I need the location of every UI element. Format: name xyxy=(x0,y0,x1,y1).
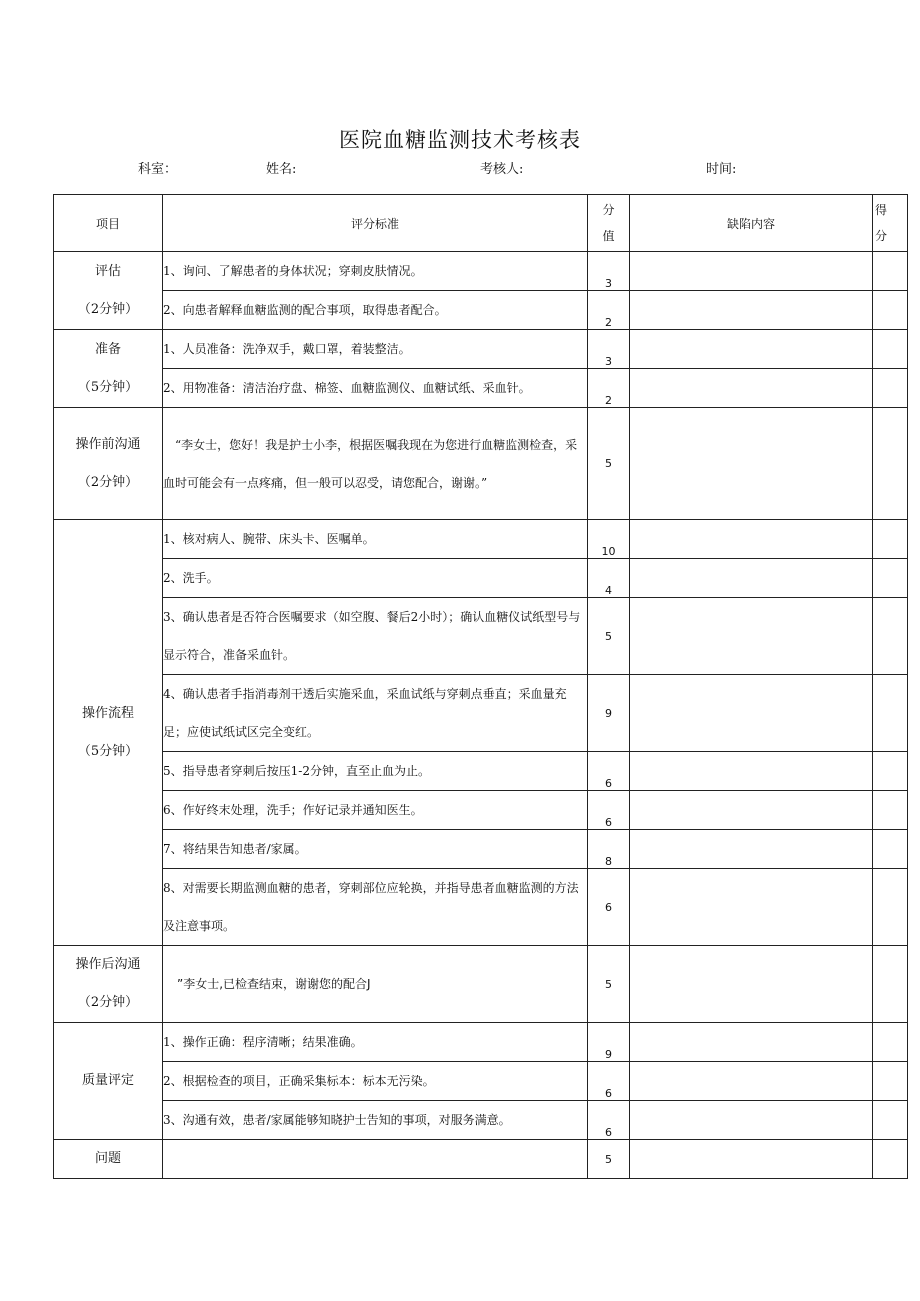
criteria-cell: 2、洗手。 xyxy=(163,559,588,598)
defect-cell[interactable] xyxy=(630,946,873,1023)
section-cell: 评估 （2分钟） xyxy=(54,252,163,330)
defect-cell[interactable] xyxy=(630,1062,873,1101)
defect-cell[interactable] xyxy=(630,291,873,330)
defect-cell[interactable] xyxy=(630,1023,873,1062)
defect-cell[interactable] xyxy=(630,598,873,675)
section-cell: 操作流程 （5分钟） xyxy=(54,520,163,946)
criteria-cell: 4、确认患者手指消毒剂干透后实施采血，采血试纸与穿刺点垂直；采血量充足；应使试纸试区完全变红。 xyxy=(163,675,588,752)
criteria-cell: 2、用物准备：清洁治疗盘、棉签、血糖监测仪、血糖试纸、采血针。 xyxy=(163,369,588,408)
got-score-cell[interactable] xyxy=(873,559,908,598)
criteria-cell: 2、根据检查的项目，正确采集标本：标本无污染。 xyxy=(163,1062,588,1101)
table-row xyxy=(54,675,908,752)
score-cell: 6 xyxy=(588,1101,630,1140)
defect-cell[interactable] xyxy=(630,1140,873,1179)
table-row xyxy=(54,1062,908,1101)
score-cell: 9 xyxy=(588,1023,630,1062)
criteria-cell: 2、向患者解释血糖监测的配合事项，取得患者配合。 xyxy=(163,291,588,330)
column-header-score: 分 值 xyxy=(588,195,630,252)
got-score-cell[interactable] xyxy=(873,1140,908,1179)
got-score-cell[interactable] xyxy=(873,869,908,946)
column-header-criteria: 评分标准 xyxy=(163,195,588,252)
examiner-label: 考核人: xyxy=(480,162,524,177)
department-label: 科室： xyxy=(138,162,178,177)
table-row xyxy=(54,752,908,791)
score-cell: 5 xyxy=(588,1140,630,1179)
table-row xyxy=(54,1101,908,1140)
score-cell: 2 xyxy=(588,369,630,408)
got-score-cell[interactable] xyxy=(873,291,908,330)
got-score-cell[interactable] xyxy=(873,946,908,1023)
criteria-cell[interactable] xyxy=(163,1140,588,1179)
criteria-cell: 6、作好终末处理，洗手；作好记录并通知医生。 xyxy=(163,791,588,830)
table-row xyxy=(54,252,908,291)
criteria-cell: 8、对需要长期监测血糖的患者，穿刺部位应轮换，并指导患者血糖监测的方法及注意事项。 xyxy=(163,869,588,946)
table-row xyxy=(54,598,908,675)
section-cell: 质量评定 xyxy=(54,1023,163,1140)
got-score-cell[interactable] xyxy=(873,791,908,830)
got-score-cell[interactable] xyxy=(873,408,908,520)
table-header-row xyxy=(54,195,908,252)
defect-cell[interactable] xyxy=(630,252,873,291)
defect-cell[interactable] xyxy=(630,1101,873,1140)
criteria-cell: 1、操作正确：程序清晰；结果准确。 xyxy=(163,1023,588,1062)
got-score-cell[interactable] xyxy=(873,752,908,791)
table-row xyxy=(54,330,908,369)
table-row xyxy=(54,946,908,1023)
criteria-cell: 1、人员准备：洗净双手，戴口罩，着装整洁。 xyxy=(163,330,588,369)
score-cell: 5 xyxy=(588,946,630,1023)
score-cell: 9 xyxy=(588,675,630,752)
name-label: 姓名: xyxy=(266,162,297,177)
column-header-item: 项目 xyxy=(54,195,163,252)
got-score-cell[interactable] xyxy=(873,1023,908,1062)
column-header-defect: 缺陷内容 xyxy=(630,195,873,252)
score-cell: 3 xyxy=(588,330,630,369)
defect-cell[interactable] xyxy=(630,559,873,598)
table-row xyxy=(54,559,908,598)
got-score-cell[interactable] xyxy=(873,1101,908,1140)
table-row xyxy=(54,1140,908,1179)
column-header-got: 得 分 xyxy=(873,195,908,252)
defect-cell[interactable] xyxy=(630,752,873,791)
score-cell: 6 xyxy=(588,1062,630,1101)
criteria-cell: 3、沟通有效，患者/家属能够知晓护士告知的事项，对服务满意。 xyxy=(163,1101,588,1140)
criteria-cell: 1、询问、了解患者的身体状况；穿刺皮肤情况。 xyxy=(163,252,588,291)
section-cell: 操作前沟通 （2分钟） xyxy=(54,408,163,520)
defect-cell[interactable] xyxy=(630,791,873,830)
got-score-cell[interactable] xyxy=(873,252,908,291)
defect-cell[interactable] xyxy=(630,830,873,869)
defect-cell[interactable] xyxy=(630,520,873,559)
defect-cell[interactable] xyxy=(630,330,873,369)
score-cell: 8 xyxy=(588,830,630,869)
score-cell: 10 xyxy=(588,520,630,559)
table-row xyxy=(54,869,908,946)
criteria-cell: 5、指导患者穿刺后按压1-2分钟，直至止血为止。 xyxy=(163,752,588,791)
score-cell: 2 xyxy=(588,291,630,330)
table-row xyxy=(54,291,908,330)
defect-cell[interactable] xyxy=(630,869,873,946)
got-score-cell[interactable] xyxy=(873,1062,908,1101)
assessment-table xyxy=(53,194,908,1179)
table-row xyxy=(54,408,908,520)
score-cell: 5 xyxy=(588,408,630,520)
score-cell: 5 xyxy=(588,598,630,675)
table-row xyxy=(54,830,908,869)
got-score-cell[interactable] xyxy=(873,598,908,675)
section-cell: 问题 xyxy=(54,1140,163,1179)
criteria-cell: ”李女士,已检查结束，谢谢您的配合J xyxy=(163,946,588,1023)
got-score-cell[interactable] xyxy=(873,369,908,408)
got-score-cell[interactable] xyxy=(873,830,908,869)
got-score-cell[interactable] xyxy=(873,330,908,369)
table-row xyxy=(54,369,908,408)
got-score-cell[interactable] xyxy=(873,520,908,559)
table-row xyxy=(54,520,908,559)
table-row xyxy=(54,791,908,830)
criteria-cell: 7、将结果告知患者/家属。 xyxy=(163,830,588,869)
defect-cell[interactable] xyxy=(630,408,873,520)
criteria-cell: 1、核对病人、腕带、床头卡、医嘱单。 xyxy=(163,520,588,559)
score-cell: 4 xyxy=(588,559,630,598)
page-title: 医院血糖监测技术考核表 xyxy=(339,128,581,152)
defect-cell[interactable] xyxy=(630,369,873,408)
score-cell: 6 xyxy=(588,752,630,791)
defect-cell[interactable] xyxy=(630,675,873,752)
criteria-cell: “李女士，您好！我是护士小李，根据医嘱我现在为您进行血糖监测检查，采血时可能会有一点疼痛，但一般可以忍受，请您配合，谢谢。” xyxy=(163,408,588,520)
got-score-cell[interactable] xyxy=(873,675,908,752)
section-cell: 操作后沟通 （2分钟） xyxy=(54,946,163,1023)
score-cell: 6 xyxy=(588,869,630,946)
score-cell: 6 xyxy=(588,791,630,830)
score-cell: 3 xyxy=(588,252,630,291)
criteria-cell: 3、确认患者是否符合医嘱要求（如空腹、餐后2小时）；确认血糖仪试纸型号与显示符合，准备采血针。 xyxy=(163,598,588,675)
table-row xyxy=(54,1023,908,1062)
section-cell: 准备 （5分钟） xyxy=(54,330,163,408)
time-label: 时间: xyxy=(706,162,737,177)
